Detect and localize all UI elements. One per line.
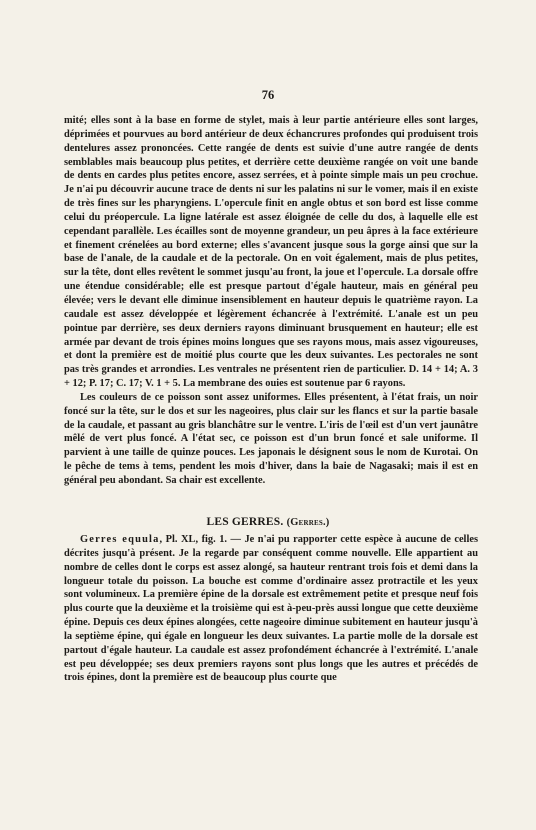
paragraph-gerres-equula xyxy=(64,533,478,685)
page-number: 76 xyxy=(261,88,275,102)
section-title: LES GERRES. xyxy=(206,516,284,528)
paragraph-colors: Les couleurs de ce poisson sont assez uniformes. Elles présentent, à l'état frais, un noir foncé sur la tête, sur le dos et sur les nageoires, plus clair sur les flancs et sur la partie basale de la caudale, et passant au gris blanchâtre sur le ventre. L'iris de l'œil est d'un vert jaunâtre mêlé de vert plus foncé. A l'état sec, ce poisson est d'un brun foncé et sale uniforme. Il parvient à une taille de quinze pouces. Les japonais le désignent sous le nom de Kurotai. On le pêche de tems à tems, pendent les mois d'hiver, dans la baie de Nagasaki; mais il est en général peu abondant. Sa chair est excellente. xyxy=(64,391,478,486)
section-heading xyxy=(0,516,536,528)
paragraph-description: mité; elles sont à la base en forme de stylet, mais à leur partie antérieure elles sont larges, déprimées et pourvues au bord antérieur de deux échancrures profondes qui produisent trois dentelures assez prononcées. Cette rangée de dents est suivie d'une autre rangée de dents semblables mais beaucoup plus petites, et derrière cette deuxième rangée on voit une bande de dents en cardes plus petites encore, assez serrées, et à pointe simple mais un peu crochue. Je n'ai pu découvrir aucune trace de dents ni sur les palatins ni sur le vomer, mais il en existe de très fines sur les pharyngiens. L'opercule finit en angle obtus et son bord est lisse comme celui du préopercule. La ligne latérale est assez éloignée de celle du dos, à laquelle elle est cependant parallèle. Les écailles sont de moyenne grandeur, un peu âpres à la face extérieure et finement crénelées au bord externe; elles s'avancent jusque sous la gorge ainsi que sur la base de l'anale, de la caudale et de la pectorale. On en voit également, mais de plus petites, sur la tête, dont elles revêtent le sommet jusqu'au front, la joue et l'opercule. La dorsale offre une étendue considérable; elle est presque partout d'égale hauteur, mais en général peu élevée; vers le devant elle diminue insensiblement en hauteur depuis le quatrième rayon. La caudale est assez développée et légèrement échancrée à l'extrémité. L'anale est un peu pointue par derrière, ses deux derniers rayons diminuant brusquement en hauteur; elle est armée par devant de trois épines moins longues que ses rayons mous, mais assez vigoureuses, et dont la première est de moitié plus courte que les deux suivantes. Les pectorales ne sont pas très grandes et arrondies. Les ventrales ne présentent rien de particulier. D. 14 + 14; A. 3 + 12; P. 17; C. 17; V. 1 + 5. La membrane des ouies est soutenue par 6 rayons. xyxy=(64,115,478,390)
section-subtitle: (Gerres.) xyxy=(286,517,330,528)
text-block-top xyxy=(64,114,478,488)
text-block-bottom xyxy=(64,533,478,685)
species-name: Gerres equula xyxy=(80,534,160,545)
paragraph-gerres-text: , Pl. XL, fig. 1. — Je n'ai pu rapporter cette espèce à aucune de celles décrites jusqu'à présent. Je la regarde par conséquent comme nouvelle. Elle appartient au nombre de celles dont le corps est assez alongé, sa hauteur rentrant trois fois et demi dans la longueur totale du poisson. La bouche est comme d'ordinaire assez protractile et les yeux sont volumineux. La première épine de la dorsale est extrêmement petite et presque neuf fois plus courte que la deuxième et la troisième qui est à-peu-près aussi longue que cette deuxième épine. Depuis ces deux épines alongées, cette nageoire diminue subitement en hauteur jusqu'à la septième épine, qui égale en longueur les deux suivantes. La partie molle de la dorsale est partout d'égale hauteur. La caudale est assez profondément échancrée à l'extrémité. L'anale est peu développée; ses deux premiers rayons sont plus longs que les autres et précédés de trois épines, dont la première est de beaucoup plus courte que xyxy=(64,534,478,684)
